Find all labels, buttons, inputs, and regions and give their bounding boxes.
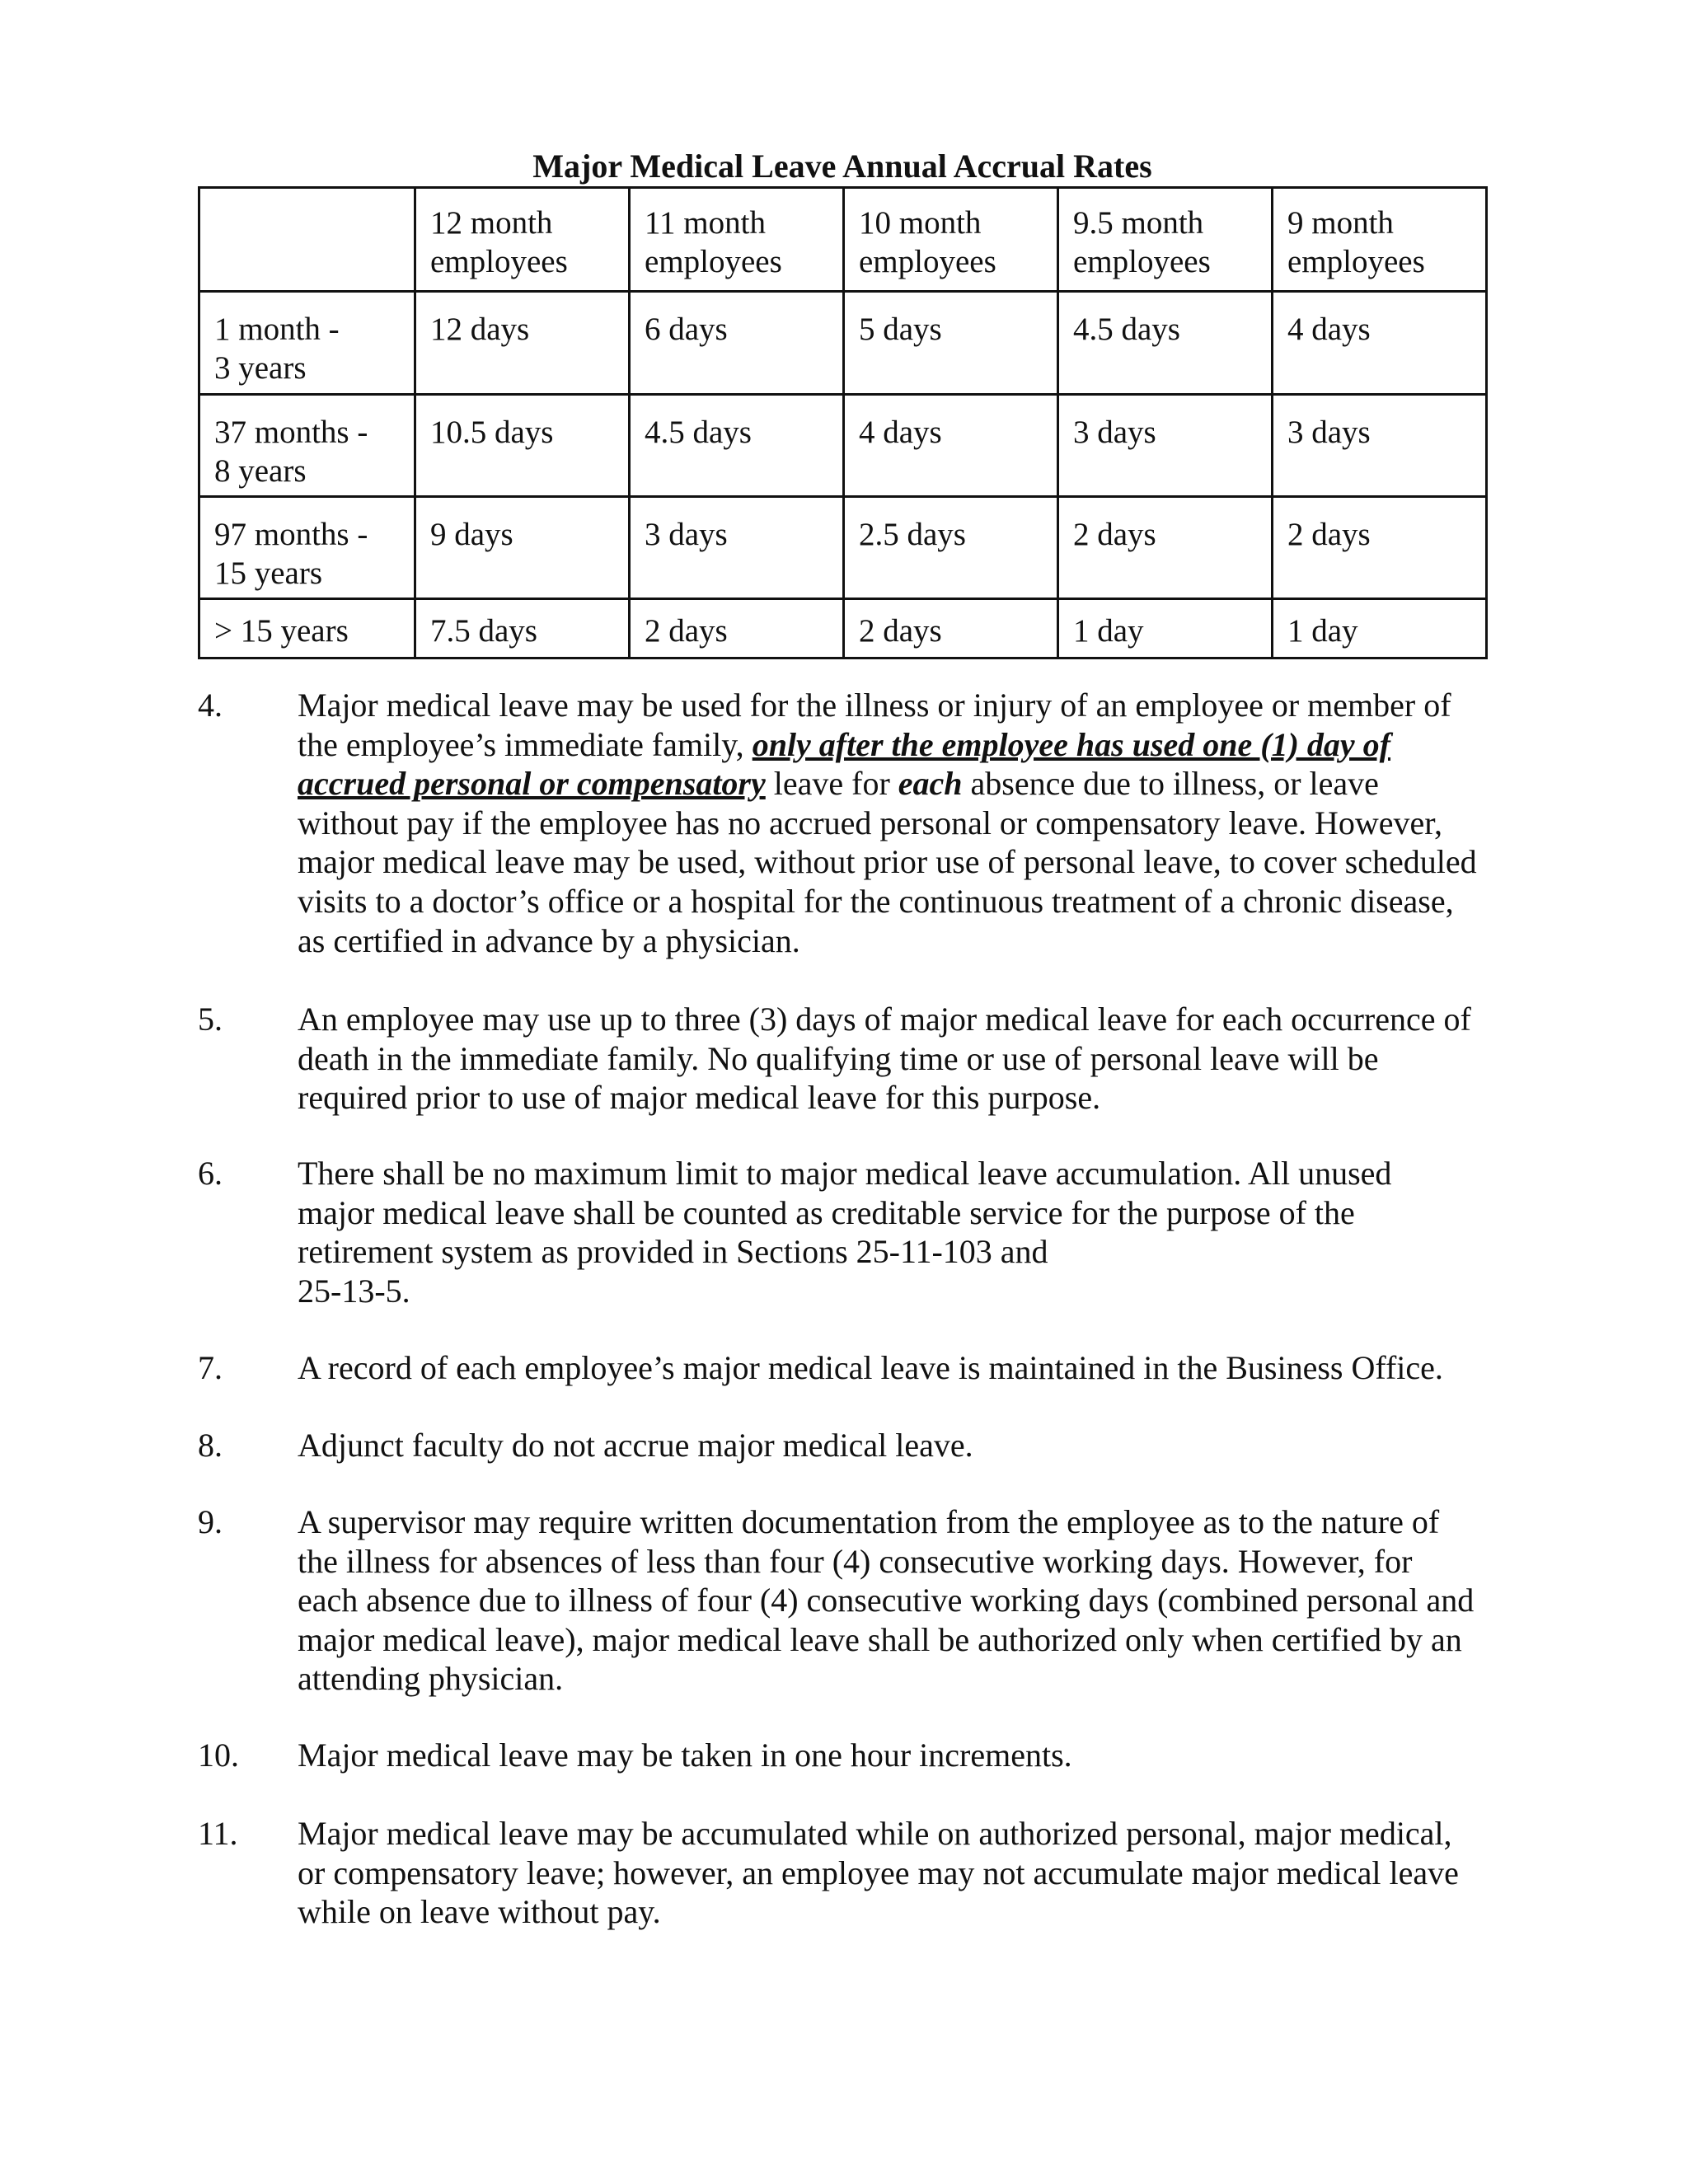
item-text	[298, 1348, 1501, 1388]
table-title: Major Medical Leave Annual Accrual Rates	[532, 148, 1152, 185]
text-line: retirement system as provided in Sections 25-11-103 and	[298, 1233, 1048, 1271]
column-header: 11 month employees	[630, 188, 844, 292]
table-cell: 3 days	[1058, 395, 1273, 497]
row-label: 37 months - 8 years	[199, 395, 415, 497]
emphasis-text: accrued personal or compensatory	[298, 765, 766, 803]
item-number: 8.	[198, 1427, 223, 1464]
text-line: A record of each employee’s major medical leave is maintained in the Business Office.	[298, 1349, 1443, 1386]
table-cell: 2 days	[1058, 497, 1273, 599]
item-number: 11.	[198, 1815, 238, 1852]
table-cell: 3 days	[1273, 395, 1487, 497]
text-line	[298, 764, 1501, 804]
text-line: visits to a doctor’s office or a hospital for the continuous treatment of a chronic disease,	[298, 882, 1454, 920]
item-text	[298, 1736, 1501, 1775]
table-corner-cell	[199, 188, 415, 292]
emphasis-text: only after the employee has used one (1) day of	[752, 725, 1391, 763]
text-line: 25-13-5.	[298, 1272, 410, 1310]
table-row	[199, 599, 1487, 658]
column-header: 9.5 month employees	[1058, 188, 1273, 292]
table-header-row	[199, 188, 1487, 292]
text-line: Major medical leave may be accumulated while on authorized personal, major medical,	[298, 1815, 1452, 1852]
table-cell: 1 day	[1058, 599, 1273, 658]
text-line: An employee may use up to three (3) days of major medical leave for each occurrence of	[298, 1001, 1471, 1038]
item-text	[298, 1426, 1501, 1465]
table-cell: 10.5 days	[415, 395, 630, 497]
text-line: each absence due to illness of four (4) consecutive working days (combined personal and	[298, 1582, 1475, 1619]
text-line: There shall be no maximum limit to major medical leave accumulation. All unused	[298, 1155, 1392, 1192]
table-cell: 4 days	[844, 395, 1058, 497]
table-row	[199, 292, 1487, 395]
text-line: Major medical leave may be taken in one hour increments.	[298, 1736, 1072, 1774]
text-line: required prior to use of major medical leave for this purpose.	[298, 1079, 1101, 1117]
item-number: 4.	[198, 687, 223, 724]
table-cell: 4 days	[1273, 292, 1487, 395]
text-line	[298, 725, 1501, 765]
text-line: A supervisor may require written documentation from the employee as to the nature of	[298, 1503, 1440, 1540]
table-cell: 5 days	[844, 292, 1058, 395]
text-line: the illness for absences of less than four (4) consecutive working days. However, for	[298, 1542, 1413, 1580]
text-line: Major medical leave may be used for the illness or injury of an employee or member of	[298, 687, 1451, 724]
item-number: 6.	[198, 1155, 223, 1192]
row-label: 97 months - 15 years	[199, 497, 415, 599]
item-text	[298, 1000, 1501, 1118]
text-line: while on leave without pay.	[298, 1893, 661, 1931]
table-cell: 3 days	[630, 497, 844, 599]
text-run: absence due to illness, or leave	[962, 765, 1379, 803]
item-number: 9.	[198, 1503, 223, 1540]
column-header: 10 month employees	[844, 188, 1058, 292]
item-number: 5.	[198, 1001, 223, 1038]
table-cell: 6 days	[630, 292, 844, 395]
table-cell: 4.5 days	[1058, 292, 1273, 395]
item-number: 7.	[198, 1349, 223, 1386]
item-number: 10.	[198, 1736, 239, 1774]
text-line: attending physician.	[298, 1660, 564, 1698]
table-cell: 7.5 days	[415, 599, 630, 658]
text-line: or compensatory leave; however, an employee may not accumulate major medical leave	[298, 1854, 1459, 1891]
accrual-rates-table	[198, 186, 1488, 659]
item-text	[298, 1502, 1501, 1699]
table-cell: 2 days	[630, 599, 844, 658]
text-line: major medical leave may be used, without prior use of personal leave, to cover scheduled	[298, 843, 1477, 881]
table-cell: 12 days	[415, 292, 630, 395]
text-run: leave for	[765, 765, 898, 803]
table-cell: 1 day	[1273, 599, 1487, 658]
emphasis-word: each	[898, 765, 963, 803]
item-text	[298, 1814, 1501, 1932]
row-label: 1 month - 3 years	[199, 292, 415, 395]
row-label: > 15 years	[199, 599, 415, 658]
text-line: without pay if the employee has no accrued personal or compensatory leave. However,	[298, 804, 1443, 841]
item-text	[298, 1154, 1501, 1310]
text-line: major medical leave), major medical leave shall be authorized only when certified by an	[298, 1620, 1462, 1658]
table-cell: 2.5 days	[844, 497, 1058, 599]
item-text	[298, 686, 1501, 960]
table-cell: 9 days	[415, 497, 630, 599]
table-cell: 4.5 days	[630, 395, 844, 497]
table-cell: 2 days	[1273, 497, 1487, 599]
text-line: major medical leave shall be counted as creditable service for the purpose of the	[298, 1193, 1355, 1231]
table-row	[199, 497, 1487, 599]
column-header: 12 month employees	[415, 188, 630, 292]
text-run: the employee’s immediate family,	[298, 725, 753, 763]
text-line: death in the immediate family. No qualifying time or use of personal leave will be	[298, 1039, 1379, 1077]
table-cell: 2 days	[844, 599, 1058, 658]
column-header: 9 month employees	[1273, 188, 1487, 292]
text-line: Adjunct faculty do not accrue major medical leave.	[298, 1427, 973, 1464]
table-row	[199, 395, 1487, 497]
text-line: as certified in advance by a physician.	[298, 921, 800, 959]
